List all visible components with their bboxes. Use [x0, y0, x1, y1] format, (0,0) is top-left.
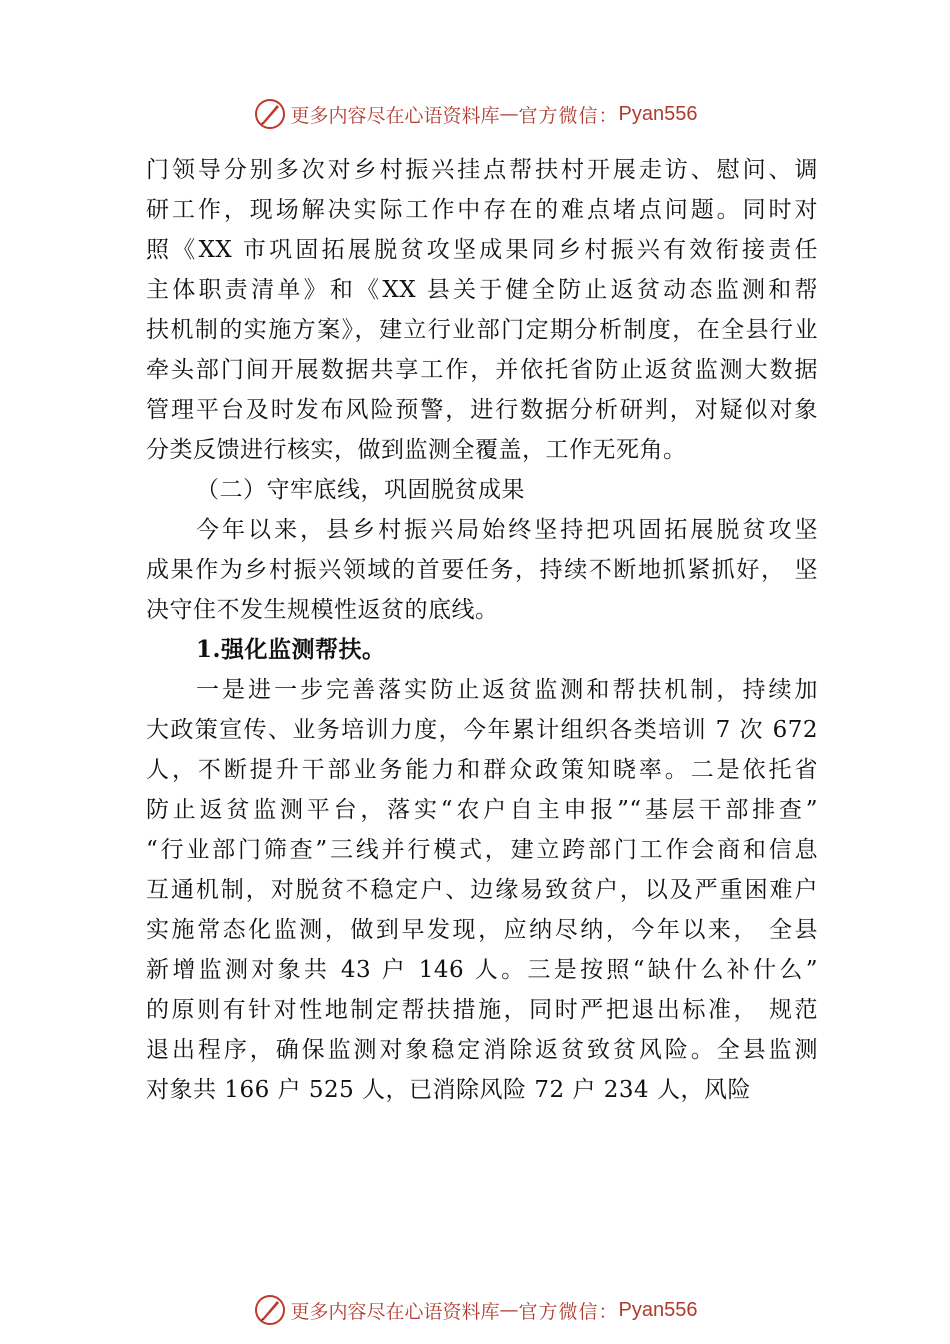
body-line: 照《XX 市巩固拓展脱贫攻坚成果同乡村振兴有效衔接责任	[146, 237, 818, 263]
section-heading: （二）守牢底线，巩固脱贫成果	[196, 477, 525, 503]
body-line: 扶机制的实施方案》，建立行业部门定期分析制度，在全县行业	[146, 317, 818, 343]
banner-separator: —	[499, 1299, 519, 1321]
banner-wechat-id: Pyan556	[618, 102, 698, 125]
body-line: “行业部门筛查”三线并行模式，建立跨部门工作会商和信息	[146, 837, 818, 863]
body-line: 人，不断提升干部业务能力和群众政策知晓率。二是依托省	[146, 757, 818, 783]
body-line: 对象共 166 户 525 人，已消除风险 72 户 234 人，风险	[146, 1077, 751, 1103]
body-line: 退出程序，确保监测对象稳定消除返贫致贫风险。全县监测	[146, 1037, 818, 1063]
sub-heading: 1.强化监测帮扶。	[196, 636, 386, 663]
body-line: 今年以来，县乡村振兴局始终坚持把巩固拓展脱贫攻坚	[196, 517, 818, 543]
body-line: 互通机制，对脱贫不稳定户、边缘易致贫户，以及严重困难户	[146, 877, 818, 903]
body-line: 研工作，现场解决实际工作中存在的难点堵点问题。同时对	[146, 197, 818, 223]
banner-main-text: 更多内容尽在心语资料库	[290, 1300, 500, 1323]
document-body	[146, 150, 818, 1110]
body-line: 管理平台及时发布风险预警，进行数据分析研判，对疑似对象	[146, 397, 818, 423]
body-line: 的原则有针对性地制定帮扶措施，同时严把退出标准， 规范	[146, 997, 818, 1023]
body-line: 实施常态化监测，做到早发现，应纳尽纳，今年以来， 全县	[146, 917, 818, 943]
body-line: 决守住不发生规模性返贫的底线。	[146, 597, 499, 623]
body-line: 分类反馈进行核实，做到监测全覆盖，工作无死角。	[146, 437, 687, 463]
body-line: 大政策宣传、业务培训力度，今年累计组织各类培训 7 次 672	[146, 717, 818, 743]
quill-logo-icon	[253, 1293, 287, 1327]
banner-main-text: 更多内容尽在心语资料库	[290, 104, 500, 127]
body-line: 新增监测对象共 43 户 146 人。三是按照“缺什么补什么”	[146, 957, 818, 983]
quill-logo-icon	[253, 97, 287, 131]
header-banner	[0, 94, 950, 134]
banner-wechat-label: 官方微信：	[518, 1300, 619, 1323]
banner-separator: —	[499, 103, 519, 125]
body-line: 一是进一步完善落实防止返贫监测和帮扶机制，持续加	[196, 677, 818, 703]
footer-banner	[0, 1290, 950, 1330]
banner-wechat-label: 官方微信：	[518, 104, 619, 127]
body-line: 成果作为乡村振兴领域的首要任务，持续不断地抓紧抓好， 坚	[146, 557, 818, 583]
body-line: 主体职责清单》和《XX 县关于健全防止返贫动态监测和帮	[146, 277, 818, 303]
body-line: 门领导分别多次对乡村振兴挂点帮扶村开展走访、慰问、调	[146, 157, 818, 183]
banner-wechat-id: Pyan556	[618, 1298, 698, 1321]
body-line: 防止返贫监测平台，落实“农户自主申报”“基层干部排查”	[146, 797, 818, 823]
body-line: 牵头部门间开展数据共享工作，并依托省防止返贫监测大数据	[146, 357, 818, 383]
